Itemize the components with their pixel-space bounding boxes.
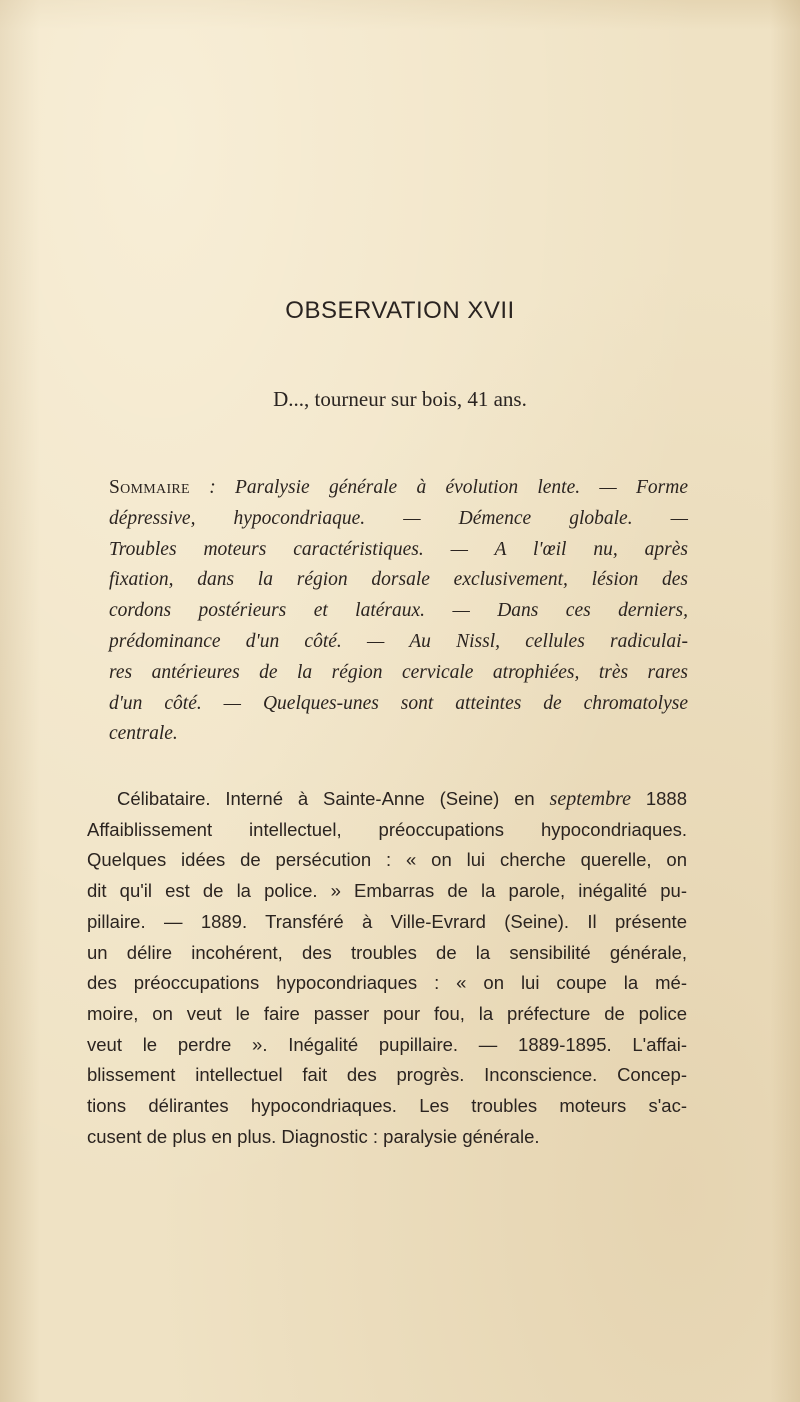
body-line: Affaiblissement intellectuel, préoccupations hypocondriaques. — [87, 818, 687, 840]
summary-line: fixation, dans la région dorsale exclusivement, lésion des — [109, 569, 688, 591]
body-line: des préoccupations hypocondriaques : « on lui coupe la mé- — [87, 972, 687, 994]
body-line: Quelques idées de persécution : « on lui cherche querelle, on — [87, 849, 687, 871]
body-line: dit qu'il est de la police. » Embarras de la parole, inégalité pu- — [87, 880, 687, 902]
body-line: pillaire. — 1889. Transféré à Ville-Evrard (Seine). Il présente — [87, 910, 687, 932]
summary-separator: : — [189, 477, 235, 498]
summary-line — [88, 473, 688, 504]
patient-subject-line: D..., tourneur sur bois, 41 ans. — [273, 387, 527, 411]
body-line-text: 1888 — [631, 788, 687, 809]
body-line: tions délirantes hypocondriaques. Les troubles moteurs s'ac- — [87, 1095, 687, 1117]
summary-line: centrale. — [109, 723, 178, 745]
body-line: moire, on veut le faire passer pour fou, la préfecture de police — [87, 1002, 687, 1024]
summary-line: res antérieures de la région cervicale atrophiées, très rares — [109, 661, 688, 683]
summary-label: Sommaire — [109, 477, 190, 498]
body-emphasis: septembre — [549, 788, 631, 810]
case-history-paragraph — [87, 784, 687, 1152]
body-line: un délire incohérent, des troubles de la sensibilité générale, — [87, 941, 687, 963]
body-line — [87, 784, 687, 815]
body-line-text: Célibataire. Interné à Sainte-Anne (Seine) en — [117, 788, 550, 809]
summary-line: prédominance d'un côté. — Au Nissl, cellules radiculai- — [109, 630, 688, 652]
body-line: veut le perdre ». Inégalité pupillaire. — 1889-1895. L'affai- — [87, 1033, 687, 1055]
summary-block — [88, 473, 688, 750]
summary-line: cordons postérieurs et latéraux. — Dans ces derniers, — [109, 600, 688, 622]
body-line: cusent de plus en plus. Diagnostic : paralysie générale. — [87, 1125, 540, 1147]
body-line: blissement intellectuel fait des progrès. Inconscience. Concep- — [87, 1064, 687, 1086]
summary-line: dépressive, hypocondriaque. — Démence globale. — — [109, 507, 688, 529]
summary-line-text: Paralysie générale à évolution lente. — Forme — [234, 477, 688, 498]
observation-heading: OBSERVATION XVII — [285, 297, 515, 324]
summary-line: Troubles moteurs caractéristiques. — A l'œil nu, après — [109, 538, 688, 560]
summary-line: d'un côté. — Quelques-unes sont atteintes de chromatolyse — [109, 692, 688, 714]
